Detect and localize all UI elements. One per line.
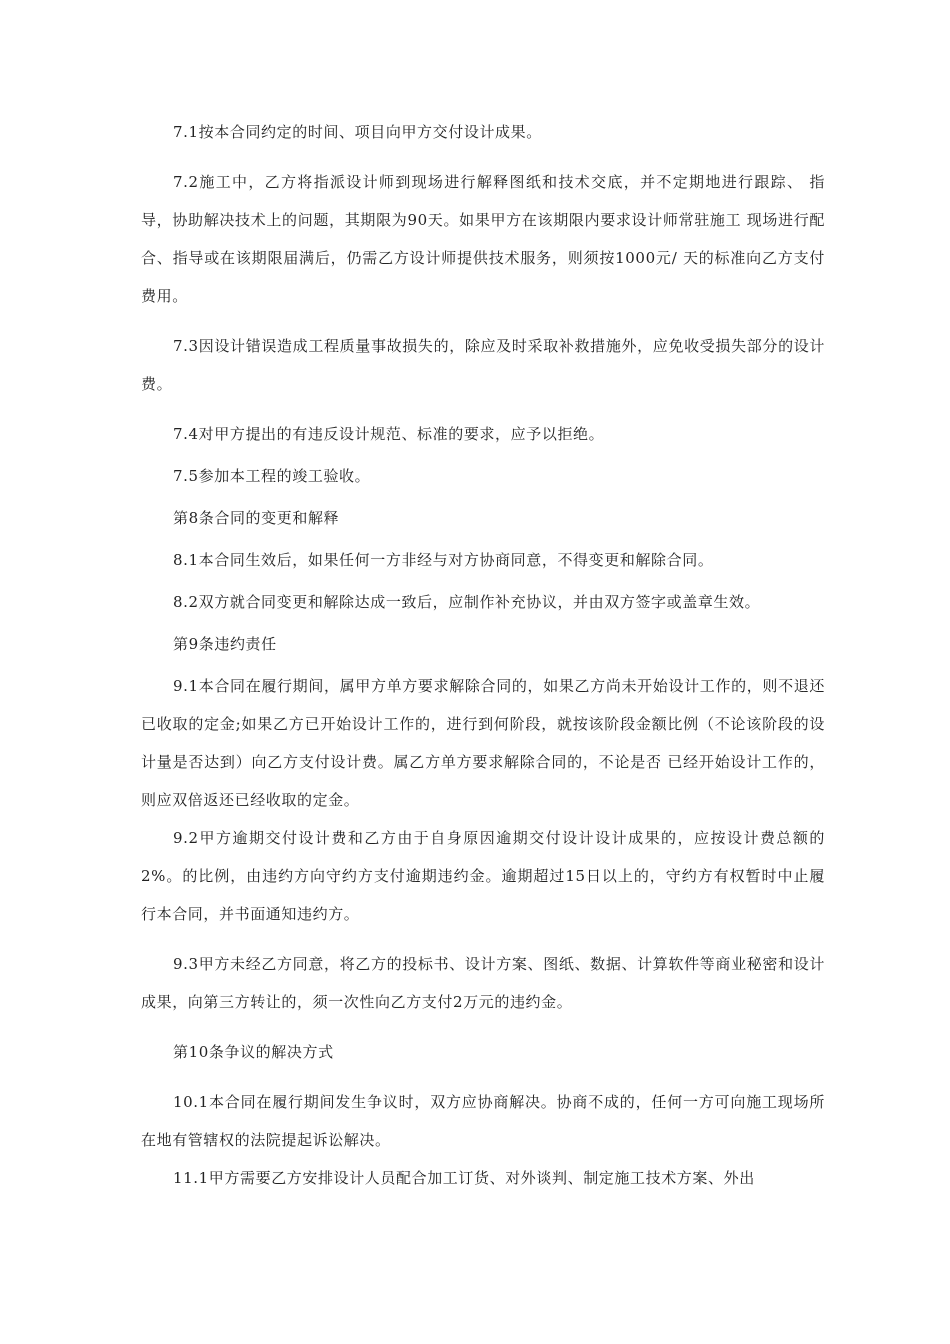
clause-9-2: 9.2甲方逾期交付设计费和乙方由于自身原因逾期交付设计设计成果的，应按设计费总额的2%。的比例，由违约方向守约方支付逾期违约金。逾期超过15日以上的，守约方有权暂时中止履行本合同，并书面通知违约方。 — [141, 829, 825, 923]
clause-7-4: 7.4对甲方提出的有违反设计规范、标准的要求，应予以拒绝。 — [173, 425, 605, 443]
clause-10-1: 10.1本合同在履行期间发生争议时，双方应协商解决。协商不成的，任何一方可向施工现场所在地有管辖权的法院提起诉讼解决。 — [141, 1093, 825, 1149]
clause-9-3: 9.3甲方未经乙方同意，将乙方的投标书、设计方案、图纸、数据、计算软件等商业秘密和设计成果，向第三方转让的，须一次性向乙方支付2万元的违约金。 — [141, 955, 825, 1011]
section-heading-10: 第10条争议的解决方式 — [173, 1043, 334, 1061]
document-body — [141, 113, 825, 1197]
clause-9-1: 9.1本合同在履行期间，属甲方单方要求解除合同的，如果乙方尚未开始设计工作的，则不退还已收取的定金;如果乙方已开始设计工作的，进行到何阶段，就按该阶段金额比例（不论该阶段的设计量是否达到）向乙方支付设计费。属乙方单方要求解除合同的，不论是否 已经开始设计工作的，则应双倍返还已经收取的定金。 — [141, 677, 825, 809]
clause-7-3: 7.3因设计错误造成工程质量事故损失的，除应及时采取补救措施外，应免收受损失部分的设计费。 — [141, 337, 825, 393]
section-heading-8: 第8条合同的变更和解释 — [173, 509, 340, 527]
clause-11-1: 11.1甲方需要乙方安排设计人员配合加工订货、对外谈判、制定施工技术方案、外出 — [173, 1169, 755, 1187]
section-heading-9: 第9条违约责任 — [173, 635, 277, 653]
clause-8-2: 8.2双方就合同变更和解除达成一致后，应制作补充协议，并由双方签字或盖章生效。 — [173, 593, 761, 611]
clause-7-5: 7.5参加本工程的竣工验收。 — [173, 467, 371, 485]
clause-7-1: 7.1按本合同约定的时间、项目向甲方交付设计成果。 — [173, 123, 542, 141]
clause-7-2: 7.2施工中，乙方将指派设计师到现场进行解释图纸和技术交底，并不定期地进行跟踪、 指导，协助解决技术上的问题，其期限为90天。如果甲方在该期限内要求设计师常驻施工 现场进行配合、指导或在该期限届满后，仍需乙方设计师提供技术服务，则须按1000元/ 天的标准向乙方支付费用。 — [141, 173, 825, 305]
clause-8-1: 8.1本合同生效后，如果任何一方非经与对方协商同意，不得变更和解除合同。 — [173, 551, 714, 569]
